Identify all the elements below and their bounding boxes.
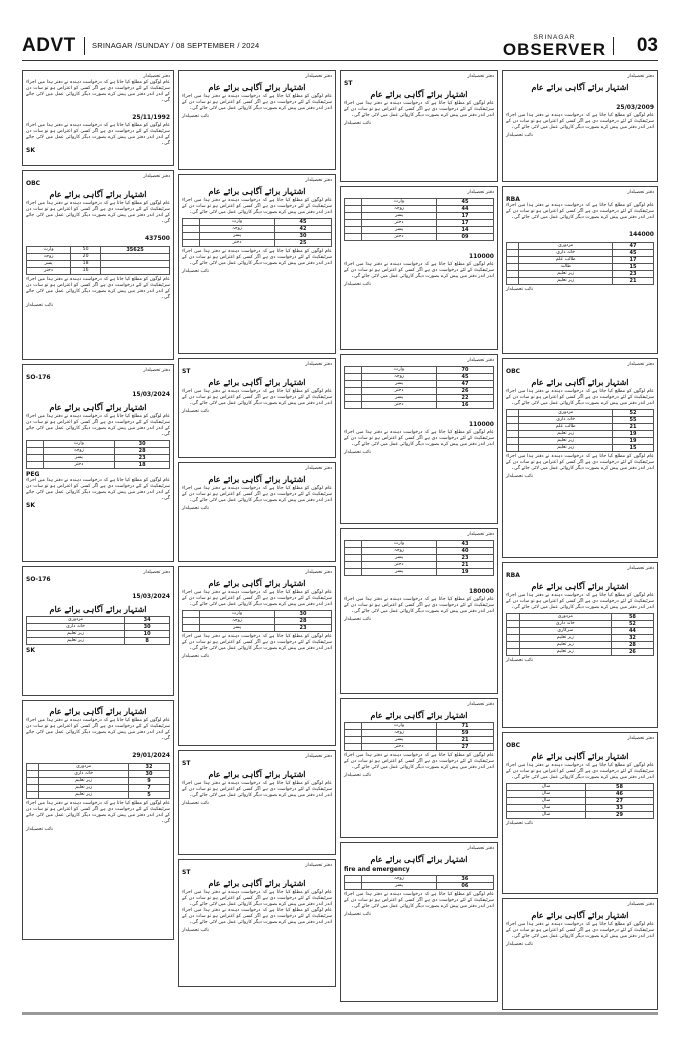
notice-amount: 180000 (468, 588, 494, 595)
notice-signature: نائب تحصیلدار (506, 821, 533, 826)
notice-title: اشتہار برائے آگاہی برائے عام (208, 82, 306, 92)
notice-header: دفتر تحصیلدار (305, 362, 332, 367)
page-number: 03 (636, 35, 658, 56)
heirs-table: 45 وارث 42 زوجہ 30 پسر 25 دختر (182, 218, 332, 247)
notice-signature: نائب تحصیلدار (506, 474, 533, 479)
notice (502, 186, 658, 354)
top-rule (22, 60, 658, 61)
notice-code: SO-176 (26, 374, 51, 381)
notice-code: ST (182, 368, 191, 375)
heirs-table: 32 مزدوری 30 خانہ داری 9 زیر تعلیم 7 زیر تعلیم 5 زیر تعلیم (26, 763, 170, 799)
notice-body: عام لوگوں کو مطلع کیا جاتا ہے کہ درخواست دہندہ نے دفتر ہذا میں اجراء سرٹیفکیٹ کے لئے درخواست دی ہے اگر کسی کو اعتراض ہو تو سات دن کے اندر اندر دفتر میں پیش کرے بصورت دیگر کاروائی عمل میں لائی جائے گی۔ (344, 262, 494, 279)
notice-date: 29/01/2024 (132, 752, 170, 759)
notice-title: اشتہار برائے آگاہی برائے عام (208, 878, 306, 888)
notice-body: عام لوگوں کو مطلع کیا جاتا ہے کہ درخواست دہندہ نے دفتر ہذا میں اجراء سرٹیفکیٹ کے لئے درخواست دی ہے اگر کسی کو اعتراض ہو تو سات دن کے اندر اندر دفتر میں پیش کرے بصورت دیگر کاروائی عمل میں لائی جائے گی۔ (26, 80, 170, 103)
notice-header: دفتر تحصیلدار (305, 466, 332, 471)
notice-body: عام لوگوں کو مطلع کیا جاتا ہے کہ درخواست دہندہ نے دفتر ہذا میں اجراء سرٹیفکیٹ کے لئے درخواست دی ہے اگر کسی کو اعتراض ہو تو سات دن کے اندر اندر دفتر میں پیش کرے بصورت دیگر کاروائی عمل میں لائی جائے گی۔ (182, 198, 332, 215)
notice-signature: نائب تحصیلدار (182, 506, 209, 511)
notice (178, 859, 336, 987)
notice-title: اشتہار برائے آگاہی برائے عام (531, 581, 629, 591)
notice-code: OBC (26, 180, 41, 187)
notice-code: ST (182, 869, 191, 876)
heirs-table: 58 سال 46 سال 27 سال 33 سال 29 سال (506, 783, 654, 819)
notice (178, 566, 336, 746)
notice-date: 15/03/2024 (132, 391, 170, 398)
notice-header: دفتر تحصیلدار (627, 566, 654, 571)
notice-code: SO-176 (26, 576, 51, 583)
column-2 (178, 70, 336, 991)
notice-title: اشتہار برائے آگاہی برائے عام (208, 377, 306, 387)
notice (22, 170, 174, 360)
brand-name: OBSERVER (502, 40, 606, 59)
notice-code: fire and emergency (344, 866, 410, 873)
notice-signature: نائب تحصیلدار (344, 450, 371, 455)
notice-code: OBC (506, 368, 521, 375)
notice-amount: 110000 (468, 421, 494, 428)
notice (340, 186, 498, 350)
notice-body: عام لوگوں کو مطلع کیا جاتا ہے کہ درخواست دہندہ نے دفتر ہذا میں اجراء سرٹیفکیٹ کے لئے درخواست دی ہے اگر کسی کو اعتراض ہو تو سات دن کے اندر اندر دفتر میں پیش کرے بصورت دیگر کاروائی عمل میں لائی جائے گی۔ (26, 277, 170, 300)
notice-header: دفتر تحصیلدار (627, 190, 654, 195)
notice-title: اشتہار برائے آگاہی برائے عام (531, 910, 629, 920)
notice-body: عام لوگوں کو مطلع کیا جاتا ہے کہ درخواست دہندہ نے دفتر ہذا میں اجراء سرٹیفکیٹ کے لئے درخواست دی ہے اگر کسی کو اعتراض ہو تو سات دن کے اندر اندر دفتر میں پیش کرے بصورت دیگر کاروائی عمل میں لائی جائے گی۔ (506, 454, 654, 471)
notice-body: عام لوگوں کو مطلع کیا جاتا ہے کہ درخواست دہندہ نے دفتر ہذا میں اجراء سرٹیفکیٹ کے لئے درخواست دی ہے اگر کسی کو اعتراض ہو تو سات دن کے اندر اندر دفتر میں پیش کرے بصورت دیگر کاروائی عمل میں لائی جائے گی۔ (344, 892, 494, 909)
masthead-divider (613, 37, 614, 55)
notice-code: ST (182, 760, 191, 767)
notice-body: عام لوگوں کو مطلع کیا جاتا ہے کہ درخواست دہندہ نے دفتر ہذا میں اجراء سرٹیفکیٹ کے لئے درخواست دی ہے اگر کسی کو اعتراض ہو تو سات دن کے اندر اندر دفتر میں پیش کرے بصورت دیگر کاروائی عمل میں لائی جائے گی۔ (506, 113, 654, 130)
notice-date: 15/03/2024 (132, 593, 170, 600)
notice-signature: نائب تحصیلدار (344, 282, 371, 287)
notice (178, 358, 336, 458)
brand-city: SRINAGAR (533, 34, 576, 41)
notice-body: عام لوگوں کو مطلع کیا جاتا ہے کہ درخواست دہندہ نے دفتر ہذا میں اجراء سرٹیفکیٹ کے لئے درخواست دی ہے اگر کسی کو اعتراض ہو تو سات دن کے اندر اندر دفتر میں پیش کرے بصورت دیگر کاروائی عمل میں لائی جائے گی۔ (506, 593, 654, 610)
notice-body: عام لوگوں کو مطلع کیا جاتا ہے کہ درخواست دہندہ نے دفتر ہذا میں اجراء سرٹیفکیٹ کے لئے درخواست دی ہے اگر کسی کو اعتراض ہو تو سات دن کے اندر اندر دفتر میں پیش کرے بصورت دیگر کاروائی عمل میں لائی جائے گی۔ (344, 430, 494, 447)
notice (178, 174, 336, 354)
notice-body: عام لوگوں کو مطلع کیا جاتا ہے کہ درخواست دہندہ نے دفتر ہذا میں اجراء سرٹیفکیٹ کے لئے درخواست دی ہے اگر کسی کو اعتراض ہو تو سات دن کے اندر اندر دفتر میں پیش کرے بصورت دیگر کاروائی عمل میں لائی جائے گی۔ (506, 203, 654, 220)
masthead (22, 36, 658, 58)
notice-body: عام لوگوں کو مطلع کیا جاتا ہے کہ درخواست دہندہ نے دفتر ہذا میں اجراء سرٹیفکیٹ کے لئے درخواست دی ہے اگر کسی کو اعتراض ہو تو سات دن کے اندر اندر دفتر میں پیش کرے بصورت دیگر کاروائی عمل میں لائی جائے گی۔ (344, 753, 494, 770)
notice-signature: نائب تحصیلدار (26, 827, 53, 832)
notice-signature: نائب تحصیلدار (182, 801, 209, 806)
notice-body: عام لوگوں کو مطلع کیا جاتا ہے کہ درخواست دہندہ نے دفتر ہذا میں اجراء سرٹیفکیٹ کے لئے درخواست دی ہے اگر کسی کو اعتراض ہو تو سات دن کے اندر اندر دفتر میں پیش کرے بصورت دیگر کاروائی عمل میں لائی جائے گی۔ (182, 634, 332, 651)
notice-code: OBC (506, 742, 521, 749)
notice-code: RBA (506, 572, 520, 579)
notice-code: PEG (26, 471, 40, 478)
notice (502, 358, 658, 558)
notice-body: عام لوگوں کو مطلع کیا جاتا ہے کہ درخواست دہندہ نے دفتر ہذا میں اجراء سرٹیفکیٹ کے لئے درخواست دی ہے اگر کسی کو اعتراض ہو تو سات دن کے اندر اندر دفتر میں پیش کرے بصورت دیگر کاروائی عمل میں لائی جائے گی۔ (506, 389, 654, 406)
notice-code: ST (344, 80, 353, 87)
heirs-table: 70 وارث 45 زوجہ 47 پسر 26 دختر 22 پسر 16 دختر (344, 366, 494, 409)
notice-body: عام لوگوں کو مطلع کیا جاتا ہے کہ درخواست دہندہ نے دفتر ہذا میں اجراء سرٹیفکیٹ کے لئے درخواست دی ہے اگر کسی کو اعتراض ہو تو سات دن کے اندر اندر دفتر میں پیش کرے بصورت دیگر کاروائی عمل میں لائی جائے گی۔ (182, 781, 332, 798)
notice-body: عام لوگوں کو مطلع کیا جاتا ہے کہ درخواست دہندہ نے دفتر ہذا میں اجراء سرٹیفکیٹ کے لئے درخواست دی ہے اگر کسی کو اعتراض ہو تو سات دن کے اندر اندر دفتر میں پیش کرے بصورت دیگر کاروائی عمل میں لائی جائے گی۔ (26, 801, 170, 824)
notice (502, 562, 658, 728)
notice-signature: نائب تحصیلدار (506, 287, 533, 292)
notice-signature: نائب تحصیلدار (182, 114, 209, 119)
notice-signature: نائب تحصیلدار (344, 912, 371, 917)
newspaper-brand (503, 34, 606, 58)
dateline: SRINAGAR /SUNDAY / 08 SEPTEMBER / 2024 (92, 41, 260, 50)
notice-body: عام لوگوں کو مطلع کیا جاتا ہے کہ درخواست دہندہ نے دفتر ہذا میں اجراء سرٹیفکیٹ کے لئے درخواست دی ہے اگر کسی کو اعتراض ہو تو سات دن کے اندر اندر دفتر میں پیش کرے بصورت دیگر کاروائی عمل میں لائی جائے گی۔ (182, 249, 332, 266)
notice-date: 25/11/1992 (132, 114, 170, 121)
notice-title: اشتہار برائے آگاہی برائے عام (49, 402, 147, 412)
notice-header: دفتر تحصیلدار (467, 358, 494, 363)
notice (340, 354, 498, 524)
notice-signature: نائب تحصیلدار (506, 942, 533, 947)
bottom-rule (22, 1012, 658, 1015)
notice-amount: 437500 (144, 235, 170, 242)
notice-code: SK (26, 147, 35, 154)
notice-body: عام لوگوں کو مطلع کیا جاتا ہے کہ درخواست دہندہ نے دفتر ہذا میں اجراء سرٹیفکیٹ کے لئے درخواست دی ہے اگر کسی کو اعتراض ہو تو سات دن کے اندر اندر دفتر میں پیش کرے بصورت دیگر کاروائی عمل میں لائی جائے گی۔ (26, 123, 170, 146)
notice-title: اشتہار برائے آگاہی برائے عام (208, 186, 306, 196)
notice (22, 566, 174, 696)
notice-signature: نائب تحصیلدار (182, 654, 209, 659)
heirs-table: 34 مزدوری 30 خانہ داری 10 زیر تعلیم 8 زیر تعلیم (26, 616, 170, 645)
notice-header: دفتر تحصیلدار (627, 736, 654, 741)
heirs-table: 43 وارث 40 زوجہ 23 پسر 21 دختر 19 پسر (344, 540, 494, 576)
column-1 (22, 70, 174, 944)
notice-signature: نائب تحصیلدار (182, 409, 209, 414)
notice-title: اشتہار برائے آگاہی برائے عام (208, 474, 306, 484)
notice-code: SK (26, 647, 35, 654)
notice-title: اشتہار برائے آگاہی برائے عام (49, 189, 147, 199)
notice-body: عام لوگوں کو مطلع کیا جاتا ہے کہ درخواست دہندہ نے دفتر ہذا میں اجراء سرٹیفکیٹ کے لئے درخواست دی ہے اگر کسی کو اعتراض ہو تو سات دن کے اندر اندر دفتر میں پیش کرے بصورت دیگر کاروائی عمل میں لائی جائے گی۔ (26, 718, 170, 741)
notice-body: عام لوگوں کو مطلع کیا جاتا ہے کہ درخواست دہندہ نے دفتر ہذا میں اجراء سرٹیفکیٹ کے لئے درخواست دی ہے اگر کسی کو اعتراض ہو تو سات دن کے اندر اندر دفتر میں پیش کرے بصورت دیگر کاروائی عمل میں لائی جائے گی۔ (182, 389, 332, 406)
notice-amount: 144000 (628, 231, 654, 238)
notice-body: عام لوگوں کو مطلع کیا جاتا ہے کہ درخواست دہندہ نے دفتر ہذا میں اجراء سرٹیفکیٹ کے لئے درخواست دی ہے اگر کسی کو اعتراض ہو تو سات دن کے اندر اندر دفتر میں پیش کرے بصورت دیگر کاروائی عمل میں لائی جائے گی۔ (506, 922, 654, 939)
notice-signature: نائب تحصیلدار (26, 303, 53, 308)
heirs-table: 30 وارث 28 زوجہ 23 پسر (182, 610, 332, 632)
notice (178, 750, 336, 855)
notice-body: عام لوگوں کو مطلع کیا جاتا ہے کہ درخواست دہندہ نے دفتر ہذا میں اجراء سرٹیفکیٹ کے لئے درخواست دی ہے اگر کسی کو اعتراض ہو تو سات دن کے اندر اندر دفتر میں پیش کرے بصورت دیگر کاروائی عمل میں لائی جائے گی۔ (506, 763, 654, 780)
notice-signature: نائب تحصیلدار (344, 121, 371, 126)
heirs-table: 45 وارث 44 زوجہ 17 پسر 17 دختر 14 پسر 09 دختر (344, 198, 494, 241)
notice-header: دفتر تحصیلدار (467, 702, 494, 707)
notice (502, 898, 658, 1010)
notice-title: اشتہار برائے آگاہی برائے عام (208, 578, 306, 588)
notice-body: عام لوگوں کو مطلع کیا جاتا ہے کہ درخواست دہندہ نے دفتر ہذا میں اجراء سرٹیفکیٹ کے لئے درخواست دی ہے اگر کسی کو اعتراض ہو تو سات دن کے اندر اندر دفتر میں پیش کرے بصورت دیگر کاروائی عمل میں لائی جائے گی۔ (344, 597, 494, 614)
notice-header: دفتر تحصیلدار (467, 846, 494, 851)
heirs-table: 47 مزدوری 45 خانہ داری 17 طالب علم 15 طالبہ 23 زیر تعلیم 21 زیر تعلیم (506, 242, 654, 285)
notice-title: اشتہار برائے آگاہی برائے عام (531, 751, 629, 761)
heirs-table: 71 وارث 59 زوجہ 21 پسر 27 دختر (344, 722, 494, 751)
notice (178, 462, 336, 562)
notice-title: اشتہار برائے آگاہی برائے عام (208, 769, 306, 779)
notice-signature: نائب تحصیلدار (344, 617, 371, 622)
column-4 (502, 70, 658, 1014)
notice-title: اشتہار برائے آگاہی برائے عام (531, 377, 629, 387)
notice-signature: نائب تحصیلدار (182, 269, 209, 274)
notice-body: عام لوگوں کو مطلع کیا جاتا ہے کہ درخواست دہندہ نے دفتر ہذا میں اجراء سرٹیفکیٹ کے لئے درخواست دی ہے اگر کسی کو اعتراض ہو تو سات دن کے اندر اندر دفتر میں پیش کرے بصورت دیگر کاروائی عمل میں لائی جائے گی۔ (182, 94, 332, 111)
notice-header: دفتر تحصیلدار (305, 178, 332, 183)
notice-title: اشتہار برائے آگاہی برائے عام (49, 604, 147, 614)
heirs-table: 52 مزدوری 55 خانہ داری 21 طالب علم 19 زیر تعلیم 19 زیر تعلیم 15 زیر تعلیم (506, 409, 654, 452)
heirs-table: 35625 50 وارث 20 زوجہ 18 پسر 16 دختر (26, 246, 170, 275)
notice-header: دفتر تحصیلدار (627, 74, 654, 79)
notice-body: عام لوگوں کو مطلع کیا جاتا ہے کہ درخواست دہندہ نے دفتر ہذا میں اجراء سرٹیفکیٹ کے لئے درخواست دی ہے اگر کسی کو اعتراض ہو تو سات دن کے اندر اندر دفتر میں پیش کرے بصورت دیگر کاروائی عمل میں لائی جائے گی۔ (26, 414, 170, 437)
notice-header: دفتر تحصیلدار (143, 174, 170, 179)
notice-header: دفتر تحصیلدار (627, 362, 654, 367)
heirs-table: 58 مزدوری 52 خانہ داری 44 سرکاری 32 زیر تعلیم 28 زیر تعلیم 26 زیر تعلیم (506, 613, 654, 656)
notice-signature: نائب تحصیلدار (506, 133, 533, 138)
notice-body: عام لوگوں کو مطلع کیا جاتا ہے کہ درخواست دہندہ نے دفتر ہذا میں اجراء سرٹیفکیٹ کے لئے درخواست دی ہے اگر کسی کو اعتراض ہو تو سات دن کے اندر اندر دفتر میں پیش کرے بصورت دیگر کاروائی عمل میں لائی جائے گی۔ (182, 908, 332, 925)
notice-signature: نائب تحصیلدار (344, 773, 371, 778)
heirs-table: 36 زوجہ 06 پسر (344, 875, 494, 890)
notice-header: دفتر تحصیلدار (467, 190, 494, 195)
column-3 (340, 70, 498, 1006)
notice (340, 528, 498, 694)
notice-header: دفتر تحصیلدار (305, 74, 332, 79)
notice-header: دفتر تحصیلدار (143, 74, 170, 79)
notice (340, 842, 498, 1002)
notice-title: اشتہار برائے آگاہی برائے عام (531, 82, 629, 92)
notice-signature: نائب تحصیلدار (182, 928, 209, 933)
notice (178, 70, 336, 170)
notice-title: اشتہار برائے آگاہی برائے عام (370, 710, 468, 720)
masthead-divider (84, 37, 85, 55)
notice (502, 732, 658, 894)
notice-title: اشتہار برائے آگاہی برائے عام (370, 854, 468, 864)
notice-body: عام لوگوں کو مطلع کیا جاتا ہے کہ درخواست دہندہ نے دفتر ہذا میں اجراء سرٹیفکیٹ کے لئے درخواست دی ہے اگر کسی کو اعتراض ہو تو سات دن کے اندر اندر دفتر میں پیش کرے بصورت دیگر کاروائی عمل میں لائی جائے گی۔ (182, 890, 332, 907)
notice (340, 70, 498, 182)
notice (22, 700, 174, 940)
notice (22, 70, 174, 166)
notice-title: اشتہار برائے آگاہی برائے عام (49, 706, 147, 716)
notice-body: عام لوگوں کو مطلع کیا جاتا ہے کہ درخواست دہندہ نے دفتر ہذا میں اجراء سرٹیفکیٹ کے لئے درخواست دی ہے اگر کسی کو اعتراض ہو تو سات دن کے اندر اندر دفتر میں پیش کرے بصورت دیگر کاروائی عمل میں لائی جائے گی۔ (182, 486, 332, 503)
notice-body: عام لوگوں کو مطلع کیا جاتا ہے کہ درخواست دہندہ نے دفتر ہذا میں اجراء سرٹیفکیٹ کے لئے درخواست دی ہے اگر کسی کو اعتراض ہو تو سات دن کے اندر اندر دفتر میں پیش کرے بصورت دیگر کاروائی عمل میں لائی جائے گی۔ (182, 590, 332, 607)
notice-header: دفتر تحصیلدار (305, 863, 332, 868)
notice-header: دفتر تحصیلدار (627, 902, 654, 907)
notice-header: دفتر تحصیلدار (143, 570, 170, 575)
section-label: ADVT (22, 35, 76, 56)
notice-header: دفتر تحصیلدار (305, 754, 332, 759)
notice-header: دفتر تحصیلدار (467, 532, 494, 537)
notice-amount: 110000 (468, 253, 494, 260)
notice (22, 364, 174, 562)
notice-code: RBA (506, 196, 520, 203)
notice-header: دفتر تحصیلدار (467, 74, 494, 79)
heirs-table: 30 وارث 28 زوجہ 23 پسر 18 دختر (26, 440, 170, 469)
notice-code: SK (26, 502, 35, 509)
notice-body: عام لوگوں کو مطلع کیا جاتا ہے کہ درخواست دہندہ نے دفتر ہذا میں اجراء سرٹیفکیٹ کے لئے درخواست دی ہے اگر کسی کو اعتراض ہو تو سات دن کے اندر اندر دفتر میں پیش کرے بصورت دیگر کاروائی عمل میں لائی جائے گی۔ (344, 101, 494, 118)
notice (340, 698, 498, 838)
notice-signature: نائب تحصیلدار (506, 658, 533, 663)
notice-date: 25/03/2009 (616, 104, 654, 111)
notice-title: اشتہار برائے آگاہی برائے عام (370, 89, 468, 99)
notice-body: عام لوگوں کو مطلع کیا جاتا ہے کہ درخواست دہندہ نے دفتر ہذا میں اجراء سرٹیفکیٹ کے لئے درخواست دی ہے اگر کسی کو اعتراض ہو تو سات دن کے اندر اندر دفتر میں پیش کرے بصورت دیگر کاروائی عمل میں لائی جائے گی۔ (26, 478, 170, 501)
notice (502, 70, 658, 182)
notice-header: دفتر تحصیلدار (143, 368, 170, 373)
notice-body: عام لوگوں کو مطلع کیا جاتا ہے کہ درخواست دہندہ نے دفتر ہذا میں اجراء سرٹیفکیٹ کے لئے درخواست دی ہے اگر کسی کو اعتراض ہو تو سات دن کے اندر اندر دفتر میں پیش کرے بصورت دیگر کاروائی عمل میں لائی جائے گی۔ (26, 201, 170, 224)
notice-header: دفتر تحصیلدار (305, 570, 332, 575)
